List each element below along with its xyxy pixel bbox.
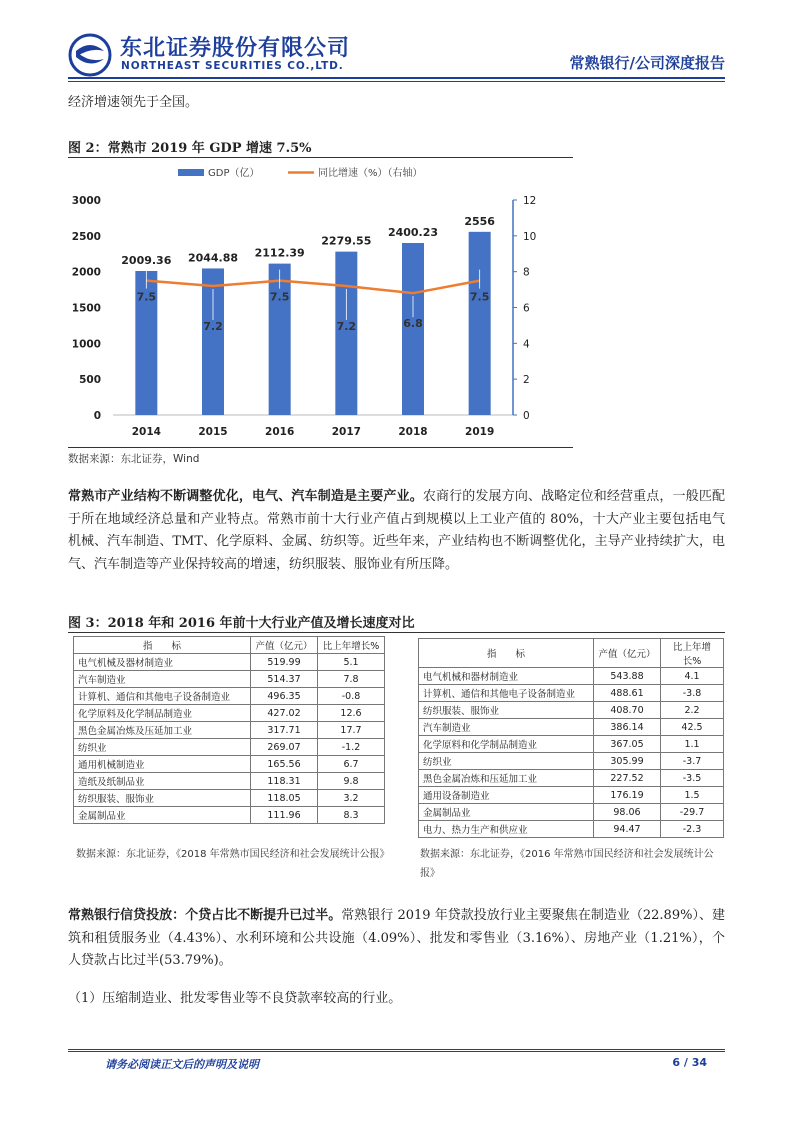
gdp-data-label: 2556 <box>464 214 495 228</box>
cell-indicator: 电气机械和器材制造业 <box>419 668 594 685</box>
gdp-data-label: 2279.55 <box>321 234 372 248</box>
cell-output: 408.70 <box>594 702 661 719</box>
cell-output: 98.06 <box>594 804 661 821</box>
disclaimer-note: 请务必阅读正文后的声明及说明 <box>105 1058 259 1071</box>
cell-indicator: 纺织业 <box>419 753 594 770</box>
footer-rule <box>68 1049 725 1050</box>
y-right-tick-label: 12 <box>523 195 537 207</box>
growth-data-label: 7.2 <box>336 320 357 333</box>
y-right-tick-label: 0 <box>523 410 530 422</box>
cell-indicator: 黑色金属冶炼及压延加工业 <box>74 722 251 739</box>
col-header-indicator: 指 标 <box>74 637 251 654</box>
figure3-title-rule <box>68 632 725 633</box>
figure2-source: 数据来源：东北证券，Wind <box>68 453 200 465</box>
table-row <box>419 668 724 685</box>
cell-output: 367.05 <box>594 736 661 753</box>
table-row <box>419 719 724 736</box>
gdp-chart <box>68 160 573 445</box>
cell-growth: -0.8 <box>318 688 385 705</box>
gdp-bar <box>335 252 357 415</box>
y-left-tick-label: 1000 <box>71 338 101 351</box>
x-tick-label: 2016 <box>265 426 295 438</box>
table-row <box>419 787 724 804</box>
chart-data-labels <box>121 215 495 333</box>
cell-indicator: 纺织业 <box>74 739 251 756</box>
cell-growth: 1.1 <box>661 736 724 753</box>
cell-growth: -3.5 <box>661 770 724 787</box>
cell-indicator: 金属制品业 <box>74 807 251 824</box>
cell-output: 543.88 <box>594 668 661 685</box>
cell-growth: 17.7 <box>318 722 385 739</box>
cell-output: 118.05 <box>251 790 318 807</box>
cell-indicator: 通用机械制造业 <box>74 756 251 773</box>
col-header-indicator: 指 标 <box>419 639 594 668</box>
growth-data-label: 7.5 <box>269 290 290 304</box>
credit-paragraph-body: 常熟银行 2019 年贷款投放行业主要聚焦在制造业（22.89%）、建筑和租赁服务业（4.43%）、水利环境和公共设施（4.09%）、批发和零售业（3.16%）、房地产业（1.21%），个人贷款占比过半(53.79%)。 <box>68 908 725 968</box>
col-header-growth: 比上年增长% <box>318 637 385 654</box>
cell-growth: 5.1 <box>318 654 385 671</box>
industry-table-2016 <box>418 638 724 838</box>
y-left-tick-label: 0 <box>93 410 101 422</box>
y-left-tick-label: 2500 <box>71 230 101 243</box>
cell-indicator: 通用设备制造业 <box>419 787 594 804</box>
table-row <box>74 722 385 739</box>
growth-data-label: 6.8 <box>403 317 423 331</box>
intro-line: 经济增速领先于全国。 <box>68 95 199 110</box>
table-row <box>419 753 724 770</box>
cell-indicator: 化学原料及化学制品制造业 <box>74 705 251 722</box>
table-row <box>74 705 385 722</box>
cell-output: 514.37 <box>251 671 318 688</box>
growth-data-label: 7.5 <box>469 290 490 304</box>
table-row <box>74 671 385 688</box>
industry-paragraph-body: 农商行的发展方向、战略定位和经营重点，一般匹配于所在地域经济总量和产业特点。常熟市前十大行业产值占到规模以上工业产值的 80%，十大产业主要包括电气机械、汽车制造、TMT、化学原料、金属、纺织等。近些年来，产业结构也不断调整优化，主导产业持续扩大，电气、汽车制造等产业保持较高的增速，纺织服装、服饰业有所压降。 <box>68 489 725 572</box>
report-type: 常熟银行/公司深度报告 <box>569 54 725 72</box>
header-rule <box>68 77 725 79</box>
cell-growth: 42.5 <box>661 719 724 736</box>
cell-output: 111.96 <box>251 807 318 824</box>
y-left-tick-label: 2000 <box>71 266 101 279</box>
cell-output: 519.99 <box>251 654 318 671</box>
footer-rule-thin <box>68 1051 725 1052</box>
table-row <box>419 702 724 719</box>
y-left-tick-label: 3000 <box>71 195 101 207</box>
figure2-bottom-rule <box>68 447 573 448</box>
cell-growth: -1.2 <box>318 739 385 756</box>
credit-paragraph-lead: 常熟银行信贷投放：个贷占比不断提升已过半。 <box>68 908 342 923</box>
gdp-data-label: 2112.39 <box>254 246 305 260</box>
cell-growth: 7.8 <box>318 671 385 688</box>
cell-growth: 3.2 <box>318 790 385 807</box>
figure3-title: 图 3：2018 年和 2016 年前十大行业产值及增长速度对比 <box>68 616 415 631</box>
y-right-tick-label: 8 <box>523 266 530 279</box>
table-row <box>74 773 385 790</box>
gdp-data-label: 2044.88 <box>187 251 239 265</box>
table-row <box>74 688 385 705</box>
growth-line <box>146 281 479 294</box>
cell-output: 176.19 <box>594 787 661 804</box>
table-row <box>74 739 385 756</box>
table-row <box>419 685 724 702</box>
cell-output: 165.56 <box>251 756 318 773</box>
cell-growth: -2.3 <box>661 821 724 838</box>
y-right-tick-label: 4 <box>523 338 530 351</box>
page-number: 6 / 34 <box>672 1056 707 1069</box>
cell-indicator: 计算机、通信和其他电子设备制造业 <box>419 685 594 702</box>
legend-label-growth: 同比增速（%）（右轴） <box>318 168 423 179</box>
table-row <box>74 807 385 824</box>
table-header-row <box>419 639 724 668</box>
table-row <box>74 654 385 671</box>
x-tick-label: 2019 <box>465 426 495 438</box>
figure3-source-2016: 数据来源：东北证券，《2016 年常熟市国民经济和社会发展统计公报》 <box>420 849 714 879</box>
x-tick-label: 2015 <box>198 426 228 438</box>
chart-growth-line <box>146 281 479 294</box>
x-tick-label: 2017 <box>331 426 361 438</box>
table-row <box>419 770 724 787</box>
cell-output: 488.61 <box>594 685 661 702</box>
brand-name-cn: 东北证券股份有限公司 <box>120 36 351 61</box>
header-rule-thin <box>68 81 725 82</box>
y-left-tick-label: 500 <box>79 374 101 387</box>
brand-name-en: NORTHEAST SECURITIES CO.,LTD. <box>121 60 344 72</box>
cell-growth: 12.6 <box>318 705 385 722</box>
cell-growth: 1.5 <box>661 787 724 804</box>
table-row <box>74 790 385 807</box>
cell-indicator: 化学原料和化学制品制造业 <box>419 736 594 753</box>
col-header-output: 产值（亿元） <box>594 639 661 668</box>
industry-table-2018 <box>73 636 385 824</box>
y-left-tick-label: 1500 <box>71 302 101 315</box>
cell-growth: 8.3 <box>318 807 385 824</box>
legend-label-gdp: GDP（亿） <box>208 168 260 179</box>
cell-indicator: 金属制品业 <box>419 804 594 821</box>
cell-growth: 4.1 <box>661 668 724 685</box>
cell-output: 427.02 <box>251 705 318 722</box>
industry-paragraph <box>68 486 725 576</box>
cell-output: 305.99 <box>594 753 661 770</box>
cell-growth: 2.2 <box>661 702 724 719</box>
figure2-title: 图 2：常熟市 2019 年 GDP 增速 7.5% <box>68 141 312 156</box>
figure2-title-rule <box>68 157 573 158</box>
legend-swatch-gdp <box>178 169 204 176</box>
cell-indicator: 汽车制造业 <box>74 671 251 688</box>
y-right-tick-label: 10 <box>523 230 537 243</box>
cell-indicator: 纺织服装、服饰业 <box>419 702 594 719</box>
x-tick-label: 2014 <box>131 426 161 438</box>
credit-paragraph <box>68 905 725 973</box>
x-tick-label: 2018 <box>398 426 428 438</box>
cell-growth: -3.8 <box>661 685 724 702</box>
cell-output: 386.14 <box>594 719 661 736</box>
table-row <box>74 756 385 773</box>
col-header-growth: 比上年增长% <box>661 639 724 668</box>
table-row <box>419 821 724 838</box>
cell-growth: 9.8 <box>318 773 385 790</box>
col-header-output: 产值（亿元） <box>251 637 318 654</box>
cell-indicator: 电气机械及器材制造业 <box>74 654 251 671</box>
gdp-data-label: 2009.36 <box>121 253 172 267</box>
cell-output: 94.47 <box>594 821 661 838</box>
table-header-row <box>74 637 385 654</box>
point-1: （1）压缩制造业、批发零售业等不良贷款率较高的行业。 <box>68 991 402 1006</box>
table-row <box>419 736 724 753</box>
figure3-source-2018: 数据来源：东北证券，《2018 年常熟市国民经济和社会发展统计公报》 <box>76 849 390 860</box>
cell-indicator: 汽车制造业 <box>419 719 594 736</box>
cell-output: 496.35 <box>251 688 318 705</box>
growth-data-label: 7.2 <box>203 320 223 333</box>
growth-data-label: 7.5 <box>136 290 157 304</box>
cell-output: 227.52 <box>594 770 661 787</box>
cell-growth: 6.7 <box>318 756 385 773</box>
company-logo-icon <box>68 33 112 77</box>
cell-indicator: 造纸及纸制品业 <box>74 773 251 790</box>
cell-output: 269.07 <box>251 739 318 756</box>
cell-output: 118.31 <box>251 773 318 790</box>
cell-growth: -29.7 <box>661 804 724 821</box>
cell-output: 317.71 <box>251 722 318 739</box>
industry-paragraph-lead: 常熟市产业结构不断调整优化，电气、汽车制造是主要产业。 <box>68 489 423 504</box>
y-right-tick-label: 6 <box>523 302 530 315</box>
cell-growth: -3.7 <box>661 753 724 770</box>
cell-indicator: 纺织服装、服饰业 <box>74 790 251 807</box>
cell-indicator: 黑色金属冶炼和压延加工业 <box>419 770 594 787</box>
gdp-bar <box>469 232 491 415</box>
y-right-tick-label: 2 <box>523 374 530 387</box>
cell-indicator: 计算机、通信和其他电子设备制造业 <box>74 688 251 705</box>
chart-legend <box>178 166 423 179</box>
table-row <box>419 804 724 821</box>
gdp-data-label: 2400.23 <box>387 225 439 239</box>
cell-indicator: 电力、热力生产和供应业 <box>419 821 594 838</box>
